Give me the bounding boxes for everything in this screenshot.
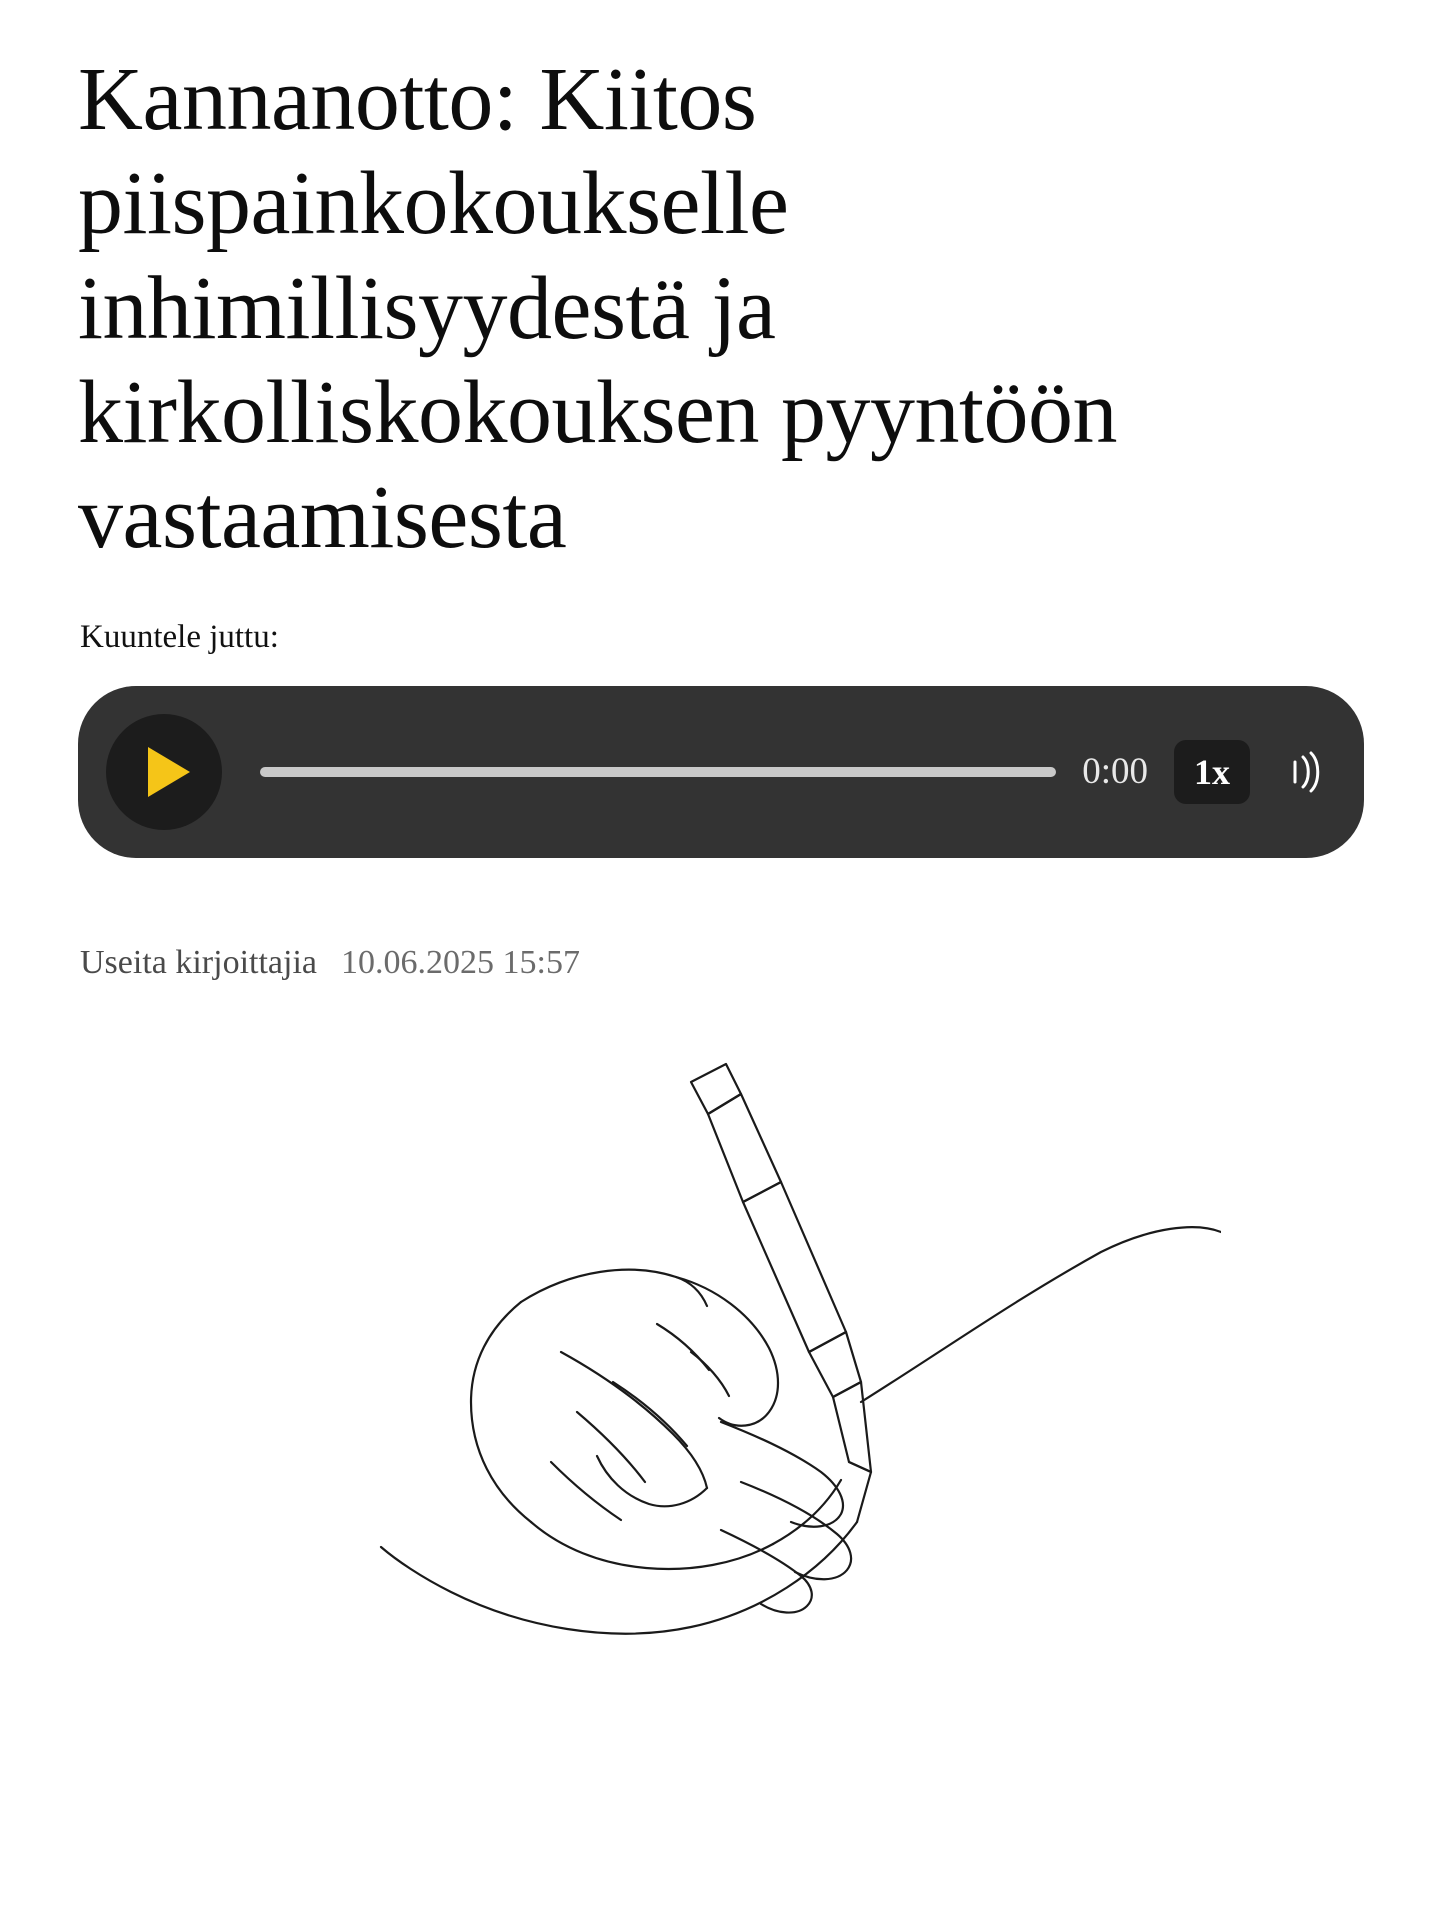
current-time: 0:00	[1082, 751, 1148, 793]
progress-bar-wrapper	[222, 767, 1082, 777]
play-icon	[148, 747, 190, 797]
byline	[80, 944, 1362, 982]
publish-date: 10.06.2025 15:57	[341, 943, 580, 981]
playback-speed-button[interactable]: 1x	[1174, 740, 1250, 804]
listen-label: Kuuntele juttu:	[80, 618, 279, 655]
progress-slider[interactable]	[260, 767, 1056, 777]
play-button[interactable]	[106, 714, 222, 830]
article-illustration	[78, 1042, 1364, 1682]
volume-icon[interactable]	[1276, 742, 1330, 802]
page-title: Kannanotto: Kiitos piispainkokoukselle inhimillisyydestä ja kirkolliskokouksen pyyntöön vastaamisesta	[78, 50, 1117, 567]
audio-player[interactable]	[78, 686, 1364, 858]
author-name: Useita kirjoittajia	[80, 943, 317, 981]
